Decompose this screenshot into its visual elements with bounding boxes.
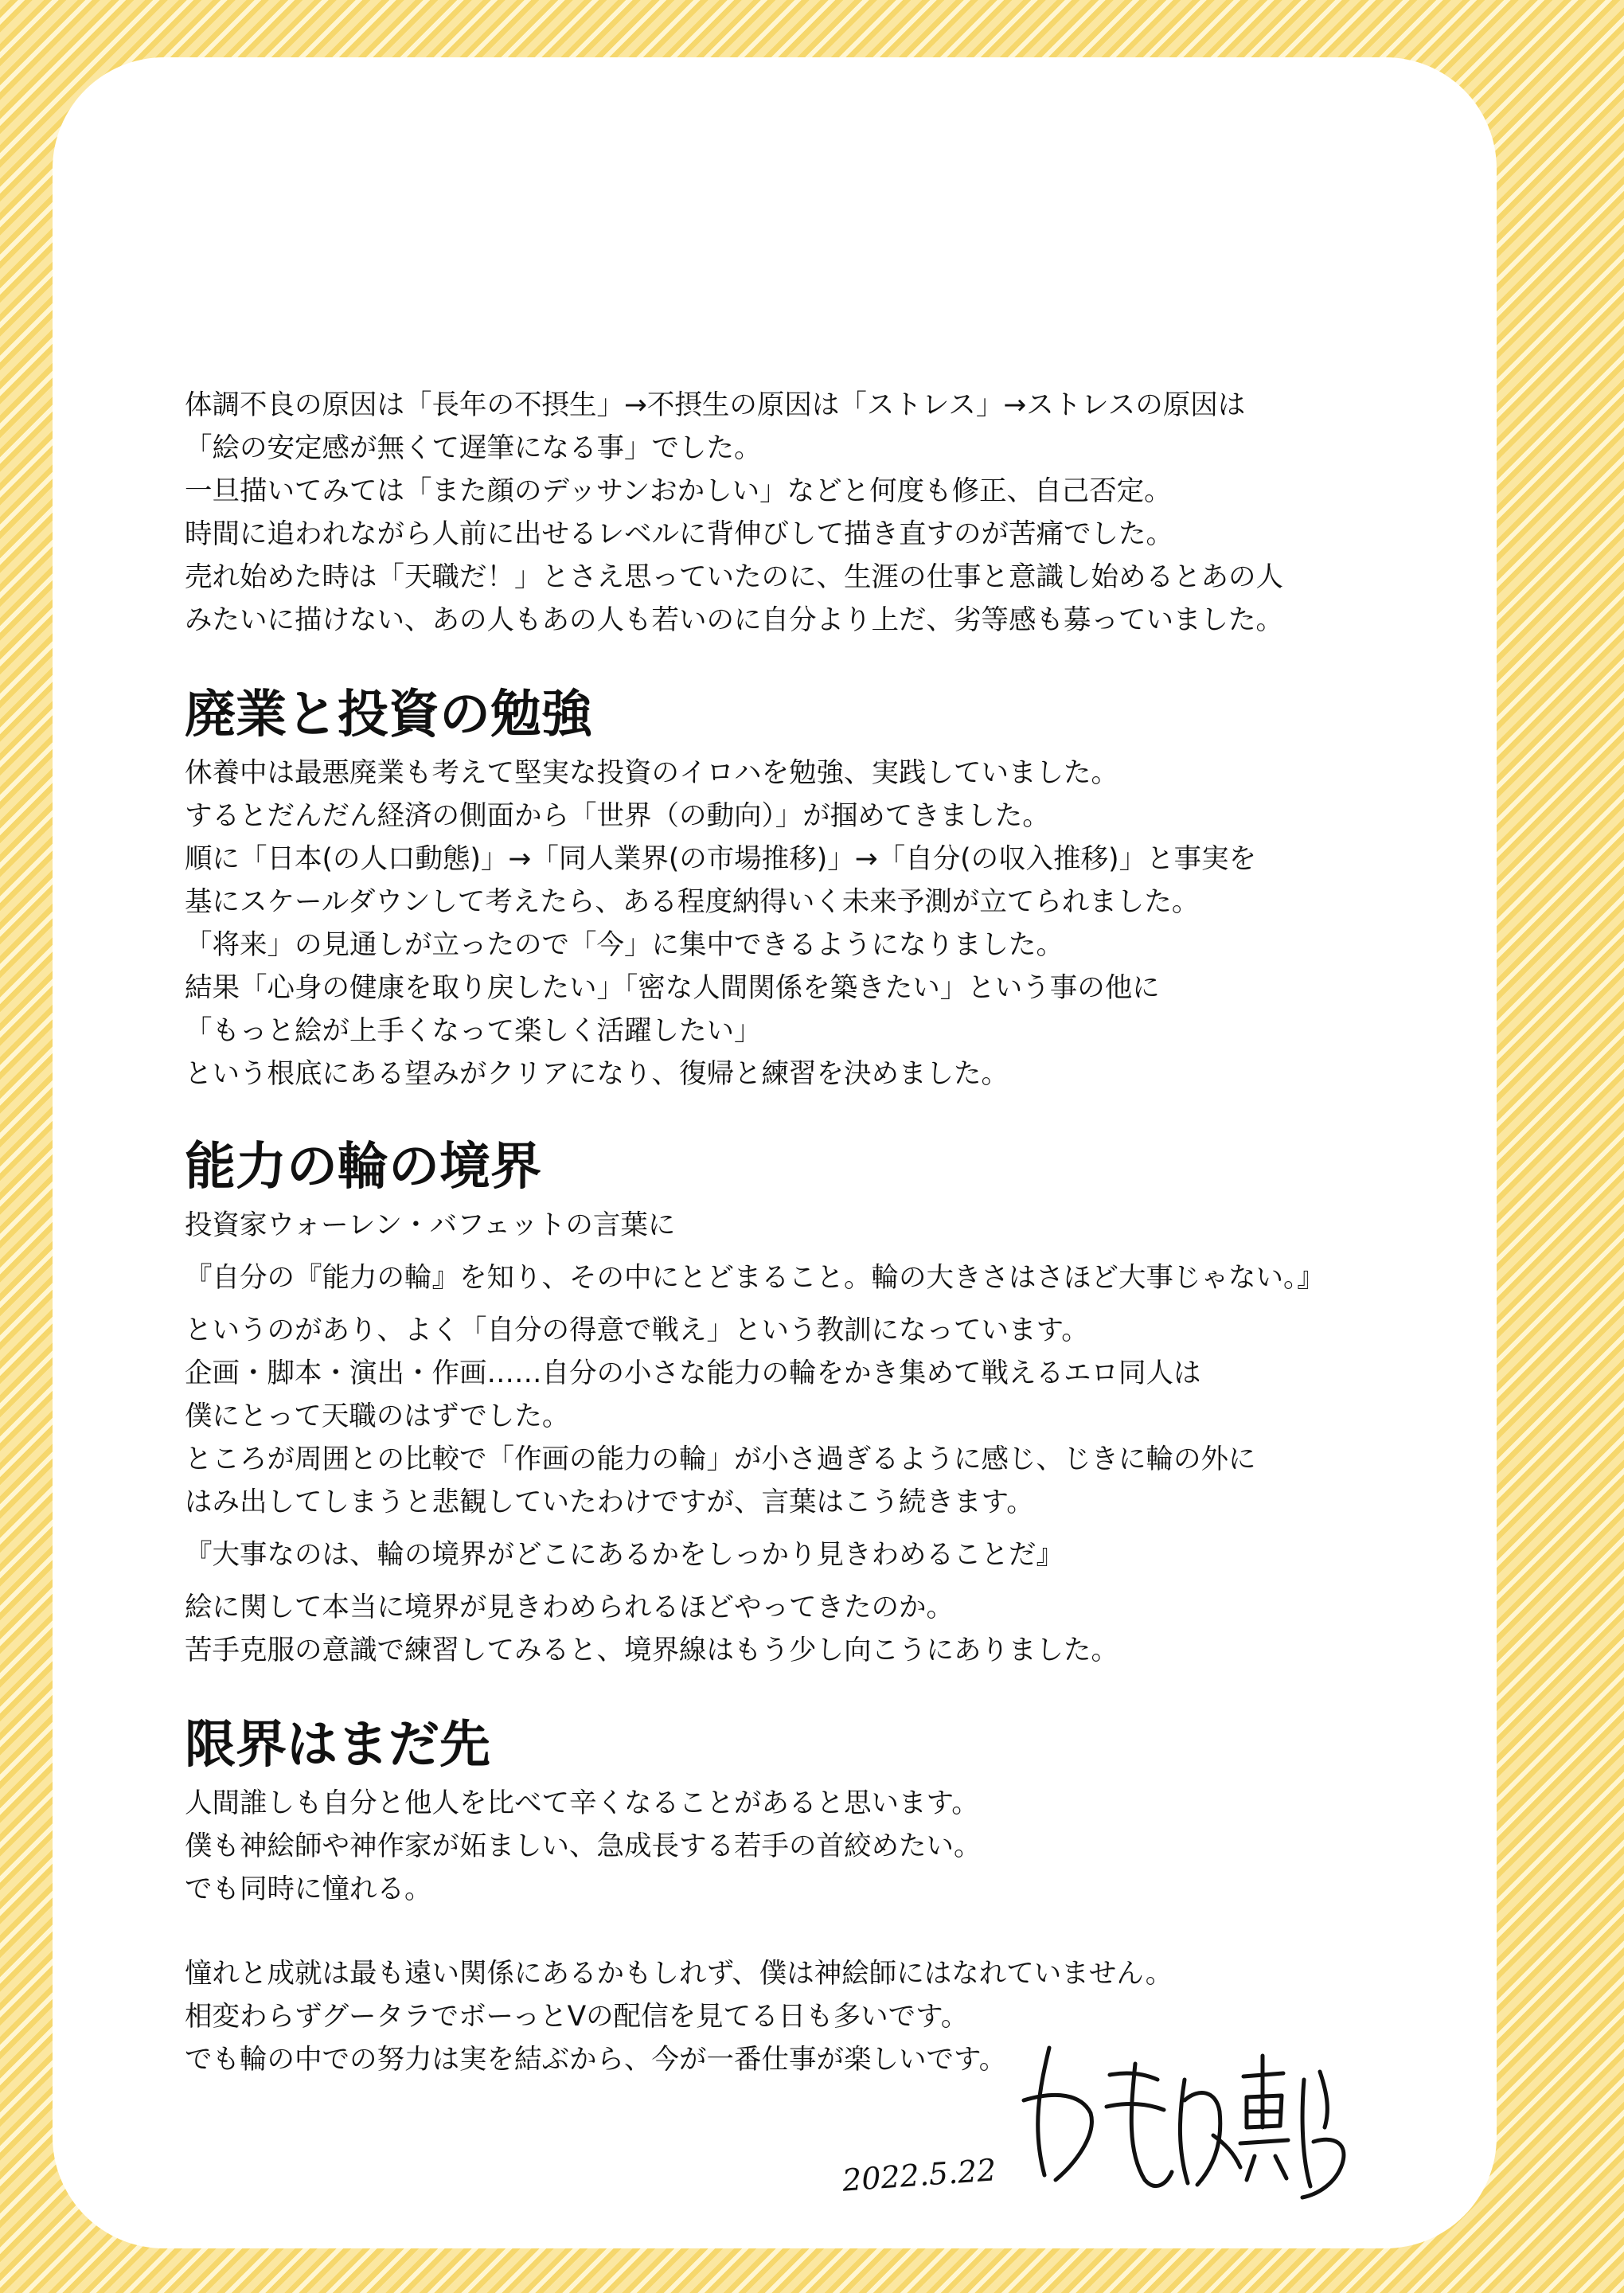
text-line: 企画・脚本・演出・作画……自分の小さな能力の輪をかき集めて戦えるエロ同人は	[185, 1357, 1201, 1389]
content-card	[53, 57, 1497, 2248]
text-line: 「もっと絵が上手くなって楽しく活躍したい」	[185, 1015, 762, 1047]
text-line: 投資家ウォーレン・バフェットの言葉に	[185, 1209, 676, 1241]
text-line: 僕も神絵師や神作家が妬ましい、急成長する若手の首絞めたい。	[185, 1830, 982, 1862]
afterword-text	[185, 384, 1427, 2081]
handwritten-signature	[1008, 2024, 1358, 2215]
text-line: 苦手克服の意識で練習してみると、境界線はもう少し向こうにありました。	[185, 1635, 1118, 1666]
quote-line: 『自分の『能力の輪』を知り、その中にとどまること。輪の大きさはさほど大事じゃない。』	[185, 1262, 1325, 1294]
text-line: 結果「心身の健康を取り戻したい」「密な人間関係を築きたい」という事の他に	[185, 972, 1160, 1004]
section2-paragraph	[185, 1204, 1427, 1672]
text-line: はみ出してしまうと悲観していたわけですが、言葉はこう続きます。	[185, 1486, 1034, 1518]
section-heading-haigyo: 廃業と投資の勉強	[185, 686, 592, 744]
intro-paragraph	[185, 384, 1427, 642]
text-line: 時間に追われながら人前に出せるレベルに背伸びして描き直すのが苦痛でした。	[185, 518, 1173, 550]
text-line: みたいに描けない、あの人もあの人も若いのに自分より上だ、劣等感も募っていました。	[185, 604, 1283, 636]
text-line: 相変わらずグータラでボーっとVの配信を見てる日も多いです。	[185, 2001, 969, 2033]
text-line: 「絵の安定感が無くて遅筆になる事」でした。	[185, 432, 762, 464]
text-line: でも同時に憧れる。	[185, 1873, 432, 1905]
quote-line: 『大事なのは、輪の境界がどこにあるかをしっかり見きわめることだ』	[185, 1539, 1064, 1571]
text-line: というのがあり、よく「自分の得意で戦え」という教訓になっています。	[185, 1314, 1089, 1346]
text-line: 売れ始めた時は「天職だ！」とさえ思っていたのに、生涯の仕事と意識し始めるとあの人	[185, 561, 1283, 593]
text-line: 僕にとって天職のはずでした。	[185, 1400, 570, 1432]
text-line: ところが周囲との比較で「作画の能力の輪」が小さ過ぎるように感じ、じきに輪の外に	[185, 1443, 1256, 1475]
text-line: でも輪の中での努力は実を結ぶから、今が一番仕事が楽しいです。	[185, 2044, 1007, 2076]
signature-date: 2022.5.22	[841, 2152, 997, 2198]
section-heading-noryoku: 能力の輪の境界	[185, 1138, 541, 1197]
text-line: 絵に関して本当に境界が見きわめられるほどやってきたのか。	[185, 1592, 954, 1623]
text-line: 体調不良の原因は「長年の不摂生」→不摂生の原因は「ストレス」→ストレスの原因は	[185, 389, 1246, 421]
text-line: 順に「日本(の人口動態)」→「同人業界(の市場推移)」→「自分(の収入推移)」と事実を	[185, 843, 1257, 875]
text-line: するとだんだん経済の側面から「世界（の動向）」が掴めてきました。	[185, 800, 1050, 832]
section1-paragraph	[185, 752, 1427, 1096]
text-line: 基にスケールダウンして考えたら、ある程度納得いく未来予測が立てられました。	[185, 886, 1200, 918]
text-line: という根底にある望みがクリアになり、復帰と練習を決めました。	[185, 1058, 1009, 1090]
text-line: 人間誰しも自分と他人を比べて辛くなることがあると思います。	[185, 1787, 979, 1819]
text-line: 憧れと成就は最も遠い関係にあるかもしれず、僕は神絵師にはなれていません。	[185, 1958, 1173, 1990]
text-line: 休養中は最悪廃業も考えて堅実な投資のイロハを勉強、実践していました。	[185, 757, 1118, 789]
text-line: 一旦描いてみては「また顔のデッサンおかしい」などと何度も修正、自己否定。	[185, 475, 1172, 507]
signature-block	[817, 2024, 1422, 2231]
section-heading-genkai: 限界はまだ先	[185, 1716, 490, 1775]
text-line: 「将来」の見通しが立ったので「今」に集中できるようになりました。	[185, 929, 1064, 961]
